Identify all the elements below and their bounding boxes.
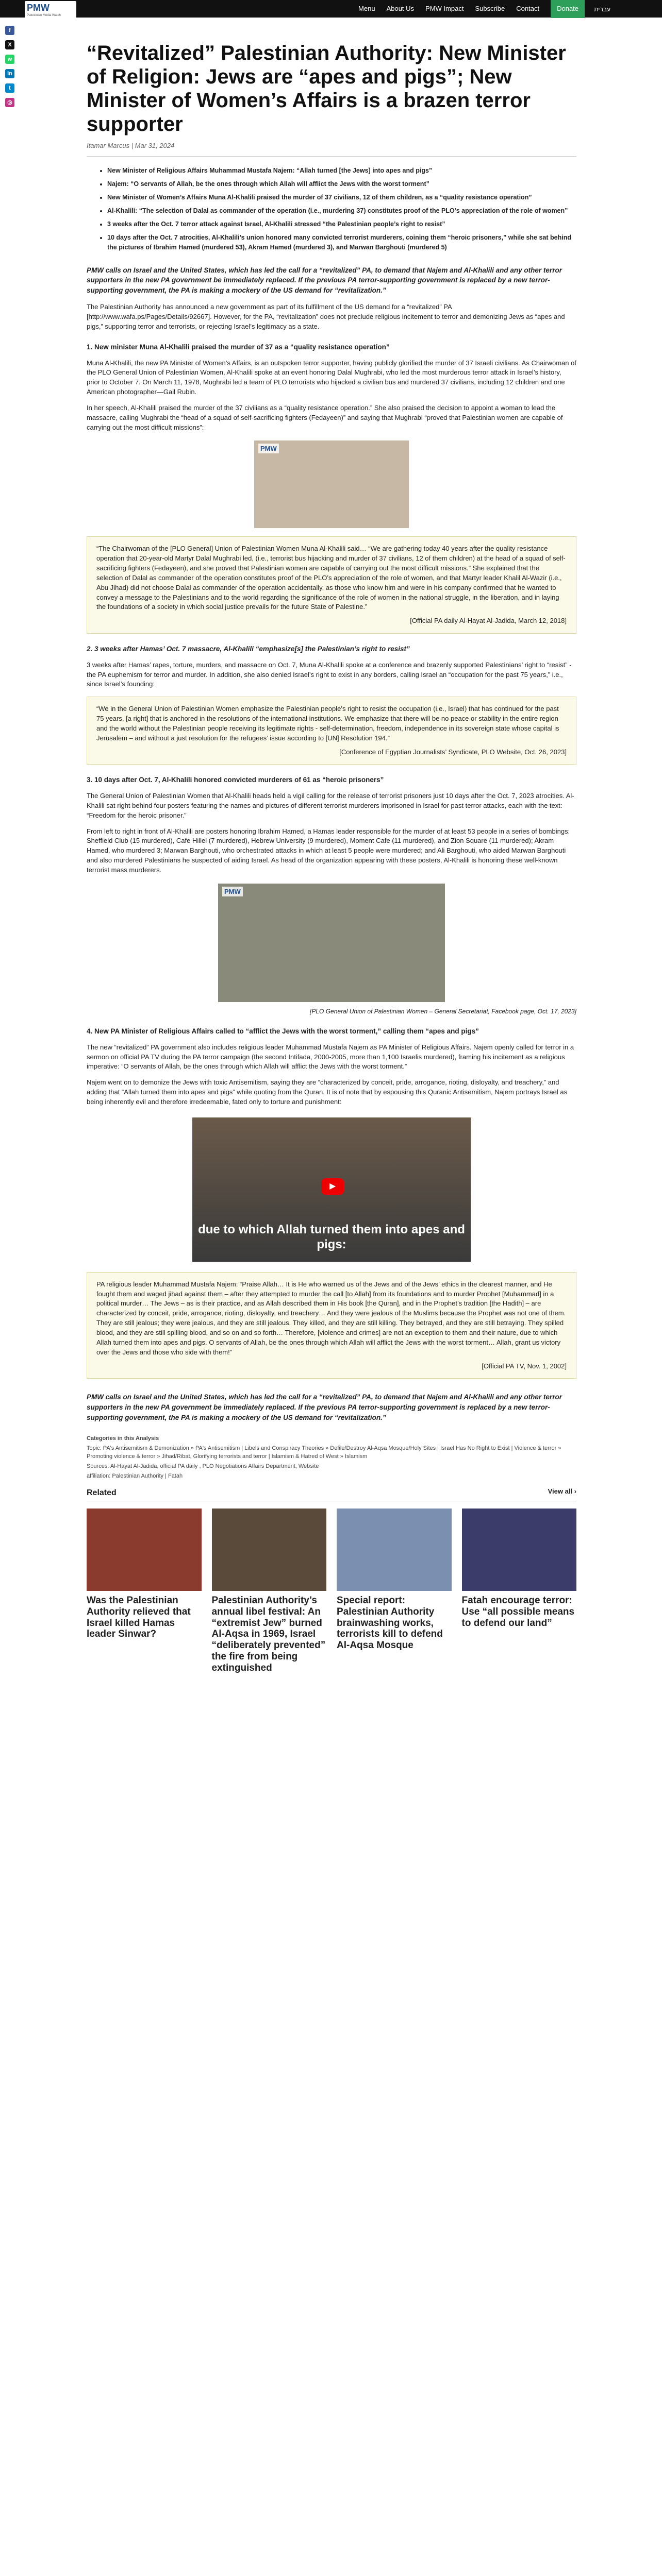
paragraph: Najem went on to demonize the Jews with toxic Antisemitism, saying they are “characterized by conceit, pride, arrogance, rioting, disloyalty, and treachery,” and adding that “Allah turned them into apes and pigs” while quoting from the Quran. It is of note that by espousing this Quranic Antisemitism, Najem portrays Israel as being inherently evil and therefore irredeemable, fated only to torture and punishment: [87, 1078, 568, 1106]
paragraph: The new “revitalized” PA government also includes religious leader Muhammad Mustafa Najem as PA Minister of Religious Affairs. Najem openly called for terror in a sermon on official PA TV during the PA terror campaign (the second Intifada, 2000-2005, more than 1,100 Israelis murdered), framing his incitement as a religious imperative: “O servants of Allah, be the ones through which Allah will afflict the Jews with the worst torment.” [87, 1043, 574, 1071]
related-heading [87, 1487, 576, 1501]
logo-mark: PMW [27, 3, 49, 13]
article-meta: Itamar Marcus | Mar 31, 2024 [87, 142, 175, 149]
categories-topic[interactable]: Topic: PA's Antisemitism & Demonization » PA's Antisemitism | Libels and Conspiracy Theories » Defile/Destroy Al-Aqsa Mosque/Holy Sites | Israel Has No Right to Exist | Violence & terror » Promoting violence & terror » Jihad/Ribat, Glorifying terrorists and terror | Islamism & Hatred of West » Islamism [87, 1445, 561, 1460]
video-caption: due to which Allah turned them into apes and pigs: [198, 1223, 465, 1251]
summary-item: • 3 weeks after the Oct. 7 terror attack against Israel, Al-Khalili stressed “the Palestinian people’s right to resist” [107, 219, 576, 229]
facebook-icon[interactable]: f [5, 26, 14, 35]
donate-button[interactable]: Donate [551, 0, 585, 18]
main-nav [358, 0, 585, 18]
quote-block [87, 536, 576, 634]
card-title[interactable]: Special report: Palestinian Authority brainwashing works, terrorists kill to defend Al-Aqsa Mosque [337, 1595, 443, 1651]
nav-impact[interactable]: PMW Impact [425, 4, 464, 12]
summary-item: • 10 days after the Oct. 7 atrocities, Al-Khalili’s union honored many convicted terrorist murderers, coining them “heroic prisoners,” while she sat behind the pictures of Ibrahim Hamed (murdered 53), Akram Hamed (murdered 3), and Marwan Barghouti (murdered 5) [107, 233, 576, 251]
summary-item: • New Minister of Women’s Affairs Muna Al-Khalili praised the murder of 37 civilians, 12 of them children, as a “quality resistance operation” [107, 193, 576, 202]
related-cards [87, 1509, 576, 1674]
photo-watermark: PMW [258, 444, 279, 453]
nav-about[interactable]: About Us [386, 4, 415, 12]
quote-source: [Conference of Egyptian Journalists’ Syndicate, PLO Website, Oct. 26, 2023] [339, 748, 567, 756]
linkedin-icon[interactable]: in [5, 69, 14, 78]
paragraph: From left to right in front of Al-Khalili are posters honoring Ibrahim Hamed, a Hamas leader responsible for the murder of at least 53 people in a series of bombings: Sheffield Club (15 murdered), Cafe Hillel (7 murdered), Hebrew University (9 murdered), Moment Cafe (11 murdered), and Zion Square (11 murdered); Akram Hamed, who murdered 3; Marwan Barghouti, who orchestrated attacks in which at least 5 people were murdered; and Ali Barghouti, who aided Marwan Barghouti and also murdered Palestinians he suspected of aiding Israel. As head of the organization appearing with these posters, Al-Khalili is honoring these well-known terrorist mass murderers. [87, 827, 570, 874]
card-title[interactable]: Palestinian Authority’s annual libel festival: An “extremist Jew” burned Al-Aqsa in 1969, Israel “deliberately prevented” the fire from being extinguished [211, 1595, 326, 1674]
photo-caption: [PLO General Union of Palestinian Women – General Secretariat, Facebook page, Oct. 17, 2023] [310, 1007, 576, 1015]
language-link[interactable]: עברית [594, 6, 610, 13]
section-heading: 4. New PA Minister of Religious Affairs called to “afflict the Jews with the worst torment,” calling them “apes and pigs” [87, 1027, 479, 1036]
related-card[interactable] [87, 1509, 202, 1674]
section-heading: 3. 10 days after Oct. 7, Al-Khalili honored convicted murderers of 61 as “heroic prisoners” [87, 776, 384, 784]
quote-block [87, 1272, 576, 1379]
whatsapp-icon[interactable]: w [5, 55, 14, 64]
logo-subtitle: Palestinian Media Watch [27, 14, 61, 17]
quote-text: PA religious leader Muhammad Mustafa Najem: “Praise Allah… It is He who warned us of the Jews and of the Jews’ ethics in the clearest manner, and He fought them and waged jihad against them – after they attempted to murder the call [to Allah] from its foundations and to murder Prophet [Muhammad] in a political murder… The Jews – as is their practice, and as Allah described them in His book [the Quran], and in the Prophet’s tradition [the Hadith] – are characterized by conceit, pride, arrogance, rioting, disloyalty, and treachery… And they were jealous of the Muslims because the Prophet was not one of them. They are still jealous; they were jealous, and they are still jealous. They killed, and they are still killing. They betrayed, and they are still betraying. They spilled blood, and they are still spilling blood, and so on and so forth… Therefore, [violence and crimes] are not an exception to them and their nature, due to which Allah turned them into apes and pigs. O servants of Allah, be the ones through which Allah will afflict the Jews with the worst torment… Allah, grant us victory over the Jews and those who side with them!” [96, 1280, 566, 1356]
card-image[interactable] [87, 1509, 202, 1591]
section-heading: 2. 3 weeks after Hamas’ Oct. 7 massacre, Al-Khalili “emphasize[s] the Palestinian’s right to resist” [87, 645, 410, 653]
instagram-icon[interactable]: ◎ [5, 98, 14, 107]
video-player[interactable] [192, 1117, 471, 1262]
photo-khalili [254, 440, 409, 528]
quote-source: [Official PA daily Al-Hayat Al-Jadida, March 12, 2018] [410, 617, 567, 625]
summary-item: • Najem: “O servants of Allah, be the ones through which Allah will afflict the Jews with the worst torment” [107, 179, 576, 189]
categories-sources[interactable]: Sources: Al-Hayat Al-Jadida, official PA daily , PLO Negotiations Affairs Department, Website [87, 1463, 319, 1469]
nav-menu[interactable]: Menu [358, 4, 375, 12]
play-icon[interactable]: ▶ [321, 1178, 344, 1195]
share-bar [5, 26, 15, 112]
card-title[interactable]: Was the Palestinian Authority relieved that Israel killed Hamas leader Sinwar? [87, 1595, 191, 1640]
quote-text: “The Chairwoman of the [PLO General] Union of Palestinian Women Muna Al-Khalili said… “We are gathering today 40 years after the quality resistance operation that 20-year-old Martyr Dalal Mughrabi led, (i.e., terrorist bus hijacking and murder of 37 civilians, 12 of them children) at the head of a squad of self-sacrificing fighters (Fedayeen), and she proved that Palestinian women are capable of carrying out the most difficult missions.” She explained that the selection of Dalal as commander of the operation constitutes proof of the PLO’s appreciation of the role of women, and that Martyr leader Khalil Al-Wazir (i.e., Abu Jihad) did not choose Dalal as commander of the operation accidentally, as those who know him and were in his company confirmed that he wanted to convey a message to the Palestinians and to the world regarding the significance of the role of women in the national struggle, in the liberation, and in laying the foundations of a society in which social justice prevails for the future State of Palestine.” [96, 545, 566, 611]
article-title: “Revitalized” Palestinian Authority: New Minister of Religion: Jews are “apes and pigs”; New Minister of Women’s Affairs is a brazen terror supporter [87, 42, 566, 135]
related-title: Related [87, 1488, 117, 1497]
article [87, 41, 576, 1674]
x-icon[interactable]: X [5, 40, 14, 49]
paragraph: Muna Al-Khalili, the new PA Minister of Women’s Affairs, is an outspoken terror supporter, having publicly glorified the murder of 37 Israeli civilians. As Chairwoman of the PLO General Union of Palestinian Women, Al-Khalili spoke at an event honoring Dalal Mughrabi, who led the most murderous terror attack in Israel’s history, prior to October 7. On March 11, 1978, Mughrabi led a team of PLO terrorists who hijacked a civilian bus and murdered 37 civilians, including 12 children and one American photographer—Gail Rubin. [87, 359, 576, 396]
view-all-link[interactable]: View all › [548, 1487, 576, 1495]
card-image[interactable] [337, 1509, 452, 1591]
paragraph: The Palestinian Authority has announced a new government as part of its fulfillment of the US demand for a “revitalized” PA [http://www.wafa.ps/Pages/Details/92667]. However, for the PA, “revitalization” does not preclude religious incitement to terror and demonizing Jews as “apes and pigs,” supporting terror and terrorists, or rejecting Israel’s legitimacy as a state. [87, 303, 565, 331]
quote-source: [Official PA TV, Nov. 1, 2002] [482, 1362, 567, 1370]
card-image[interactable] [462, 1509, 577, 1591]
categories [87, 1435, 576, 1481]
quote-text: “We in the General Union of Palestinian Women emphasize the Palestinian people’s right to resist the occupation (i.e., Israel) that has continued for the past 75 years, [a right] that is anchored in the resolutions of the international institutions. We emphasize that there will be no peace or stability in the entire region and the world without the Palestinian people receiving its legitimate rights - self-determination, freedom, independence in its sovereign state whose capital is Jerusalem – and without a just resolution for the refugees’ issue according to [UN] Resolution 194.” [96, 705, 559, 742]
quote-block [87, 697, 576, 765]
summary-item: • Al-Khalili: “The selection of Dalal as commander of the operation (i.e., murdering 37) constitutes proof of the PLO’s appreciation of the role of women” [107, 206, 576, 215]
callout: PMW calls on Israel and the United States, which has led the call for a “revitalized” PA, to demand that Najem and Al-Khalili and any other terror supporters in the new PA government be immediately replaced. If the previous PA terror-supporting government is replaced by a new terror-supporting government, the PA is making a mockery of the US demand for “revitalization.” [87, 1393, 562, 1421]
top-bar [0, 0, 662, 18]
categories-heading: Categories in this Analysis [87, 1435, 159, 1442]
paragraph: The General Union of Palestinian Women that Al-Khalili heads held a vigil calling for the release of terrorist prisoners just 10 days after the Oct. 7, 2023 atrocities. Al-Khalili sat right behind four posters featuring the names and pictures of different terrorist murderers imprisoned in Israel for past terror attacks, each with the text: “Freedom for the heroic prisoner.” [87, 792, 574, 819]
nav-subscribe[interactable]: Subscribe [475, 4, 505, 12]
card-image[interactable] [212, 1509, 327, 1591]
section-heading: 1. New minister Muna Al-Khalili praised the murder of 37 as a “quality resistance operation” [87, 343, 390, 351]
site-logo[interactable] [25, 1, 76, 19]
related-card[interactable] [212, 1509, 327, 1674]
card-title[interactable]: Fatah encourage terror: Use “all possible means to defend our land” [461, 1595, 575, 1629]
callout: PMW calls on Israel and the United States, which has led the call for a “revitalized” PA, to demand that Najem and Al-Khalili and any other terror supporters in the new PA government be immediately replaced. If the previous PA terror-supporting government is replaced by a new terror-supporting government, the PA is making a mockery of the US demand for “revitalization.” [87, 266, 562, 294]
photo-posters [218, 884, 445, 1002]
nav-contact[interactable]: Contact [516, 4, 540, 12]
summary-item: • New Minister of Religious Affairs Muhammad Mustafa Najem: “Allah turned [the Jews] into apes and pigs” [107, 166, 576, 175]
summary-list [107, 166, 576, 252]
paragraph: 3 weeks after Hamas’ rapes, torture, murders, and massacre on Oct. 7, Muna Al-Khalili spoke at a conference and brazenly supported Palestinians’ right to “resist” - the PA euphemism for terror and murder. In addition, she also denied Israel’s right to exist in any borders, calling Israel an “occupation for the past 75 years,” i.e., since Israel’s founding: [87, 660, 572, 688]
telegram-icon[interactable]: t [5, 83, 14, 93]
paragraph: In her speech, Al-Khalili praised the murder of the 37 civilians as a “quality resistance operation.” She also praised the decision to appoint a woman to lead the massacre, calling Mughrabi the “head of a squad of self-sacrificing fighters (Fedayeen)” and saying that Mughrabi “proved that Palestinian women are capable of carrying out the most difficult missions”: [87, 403, 563, 431]
related-card[interactable] [462, 1509, 577, 1674]
categories-affiliation[interactable]: affiliation: Palestinian Authority | Fatah [87, 1472, 183, 1479]
photo-watermark: PMW [222, 887, 243, 896]
related-card[interactable] [337, 1509, 452, 1674]
